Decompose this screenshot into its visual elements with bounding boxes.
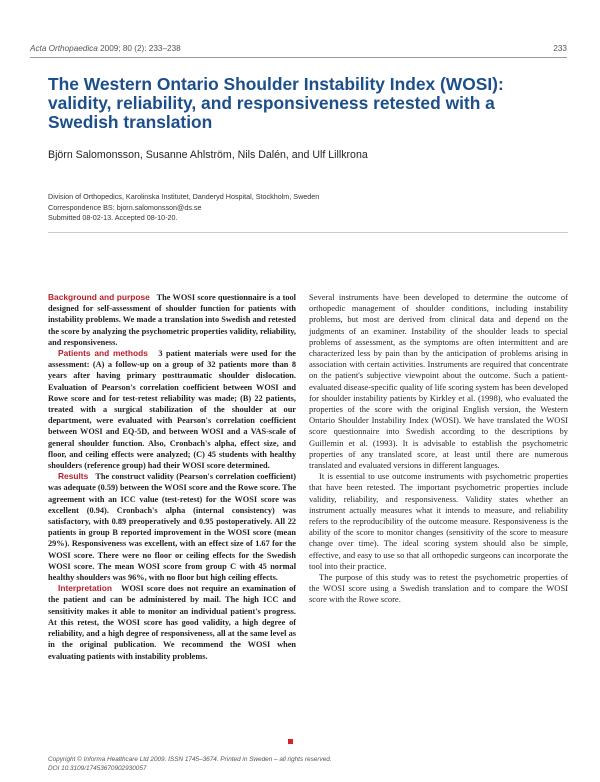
body-column: [309, 292, 568, 606]
abstract-text: The construct validity (Pearson's correlation coefficient) was adequate (0.59) between the WOSI score and the Rowe score. The agreement with an ICC value (test-retest) for the WOSI score was excellent (0.94). Cronbach's alpha (internal consistency) was satisfactory, with 0.89 preoperatively and 0.95 postoperatively. All 22 patients in group B reported improvement in the WOSI score (mean 29%). Responsiveness was excellent, with an effect size of 1.67 for the WOSI score. There were no floor or ceiling effects for the Swedish WOSI score. The mean WOSI score from group C with 45 normal healthy shoulders was 96%, with no floor but high ceiling effects.: [48, 472, 296, 583]
citation-details: 2009; 80 (2): 233–238: [100, 44, 181, 53]
abstract-text: 3 patient materials were used for the assessment: (A) a follow-up on a group of 32 patients more than 8 years after having primary posttraumatic shoulder dislocation. Evaluation of Pearson's correlation coefficient between WOSI and Rowe score and for test-retest reliability was made; (B) 22 patients, treated with a surgical stabilization of the shoulder at our department, were evaluated with Pearson's correlation coefficient between WOSI and EQ-5D, and between WOSI and a VAS-scale of general shoulder function. Also, Cronbach's alpha, effect size, and floor, and ceiling effects were analyzed; (C) 45 students with healthy shoulders (reference group) had their WOSI score determined.: [48, 349, 296, 471]
abstract-column: [48, 292, 296, 662]
body-paragraph: It is essential to use outcome instruments with psychometric properties that have been retested. The important psychometric properties include validity, reliability, and responsiveness. Validity states whether an instrument actually measures what it intends to measure, and reliability refers to the reproducibility of the outcome measure. Responsiveness is the ability of the score to monitor changes (sensitivity of the score to measure change over time). The ideal scoring system should also be simple, effective, and easy to use so that all orthopedic surgeons can incorporate the tool into their practice.: [309, 471, 568, 571]
abstract-text: The WOSI score questionnaire is a tool designed for self-assessment of shoulder function for patients with instability problems. We made a translation into Swedish and retested the score by analyzing the psychometric properties validity, reliability, and responsiveness.: [48, 293, 296, 347]
abstract-section-results: [48, 471, 296, 583]
body-paragraph: Several instruments have been developed to determine the outcome of orthopedic management of shoulder conditions, including instability problems, but most are derived from clinical data and depend on the judgments of an examiner. Instability of the shoulder leads to special problems of assessment, as the symptoms are often intermittent and are characterized less by pain than by the anticipation of problems arising in association with certain activities. Instruments are required that concentrate on the patient's subjective viewpoint about the outcome. Such a patient-evaluated disease-specific quality of life scoring system has been developed for shoulder instability patients by Kirkley et al. (1998), who evaluated the properties of the score with the original English version, the Western Ontario Shoulder Instability Index (WOSI). We have translated the WOSI score questionnaire into Swedish according to the descriptions by Guillemin et al. (1993). It is advisable to establish the psychometric properties of any translated score, at least until there are numerous translated and evaluated versions in different languages.: [309, 292, 568, 471]
submission-dates: Submitted 08-02-13. Accepted 08-10-20.: [48, 213, 178, 223]
affiliation-rule: [48, 232, 568, 233]
article-title: The Western Ontario Shoulder Instability Index (WOSI): validity, reliability, and responsiveness retested with a Swedish translation: [48, 74, 504, 132]
abstract-label: Interpretation: [58, 583, 112, 594]
journal-citation: [30, 44, 181, 53]
abstract-label: Results: [58, 471, 89, 482]
journal-name: Acta Orthopaedica: [30, 44, 98, 53]
running-header: [30, 44, 567, 53]
affiliation-block: [48, 192, 568, 224]
page-number: 233: [553, 44, 567, 53]
header-rule: [30, 57, 567, 58]
author-list: Björn Salomonsson, Susanne Ahlström, Nils Dalén, and Ulf Lillkrona: [48, 149, 368, 161]
copyright-line: Copyright © Informa Healthcare Ltd 2009. ISSN 1745–3674. Printed in Sweden – all rights reserved.: [48, 756, 332, 763]
abstract-section-methods: [48, 348, 296, 471]
abstract-text: WOSI score does not require an examination of the patient and can be administered by mail. The high ICC and sensitivity makes it able to monitor an individual patient's progress. At this retest, the WOSI score has good validity, a high degree of reliability, and a high degree of responsiveness, all at the same level as in the original publication. We recommend the WOSI when evaluating patients with instability problems.: [48, 584, 296, 661]
abstract-section-background: [48, 292, 296, 348]
abstract-section-interpretation: [48, 583, 296, 661]
abstract-label: Patients and methods: [58, 348, 148, 359]
affiliation-department: Division of Orthopedics, Karolinska Institutet, Danderyd Hospital, Stockholm, Sweden: [48, 192, 320, 201]
doi-line: DOI 10.3109/17453670902930057: [48, 765, 147, 772]
correspondence-line: Correspondence BS: bjorn.salomonsson@ds.se: [48, 202, 202, 212]
page-footer: [48, 755, 468, 773]
abstract-label: Background and purpose: [48, 292, 150, 302]
abstract-end-mark: [288, 739, 293, 744]
body-paragraph: The purpose of this study was to retest the psychometric properties of the WOSI score using a Swedish translation and to compare the WOSI score with the Rowe score.: [309, 572, 568, 605]
